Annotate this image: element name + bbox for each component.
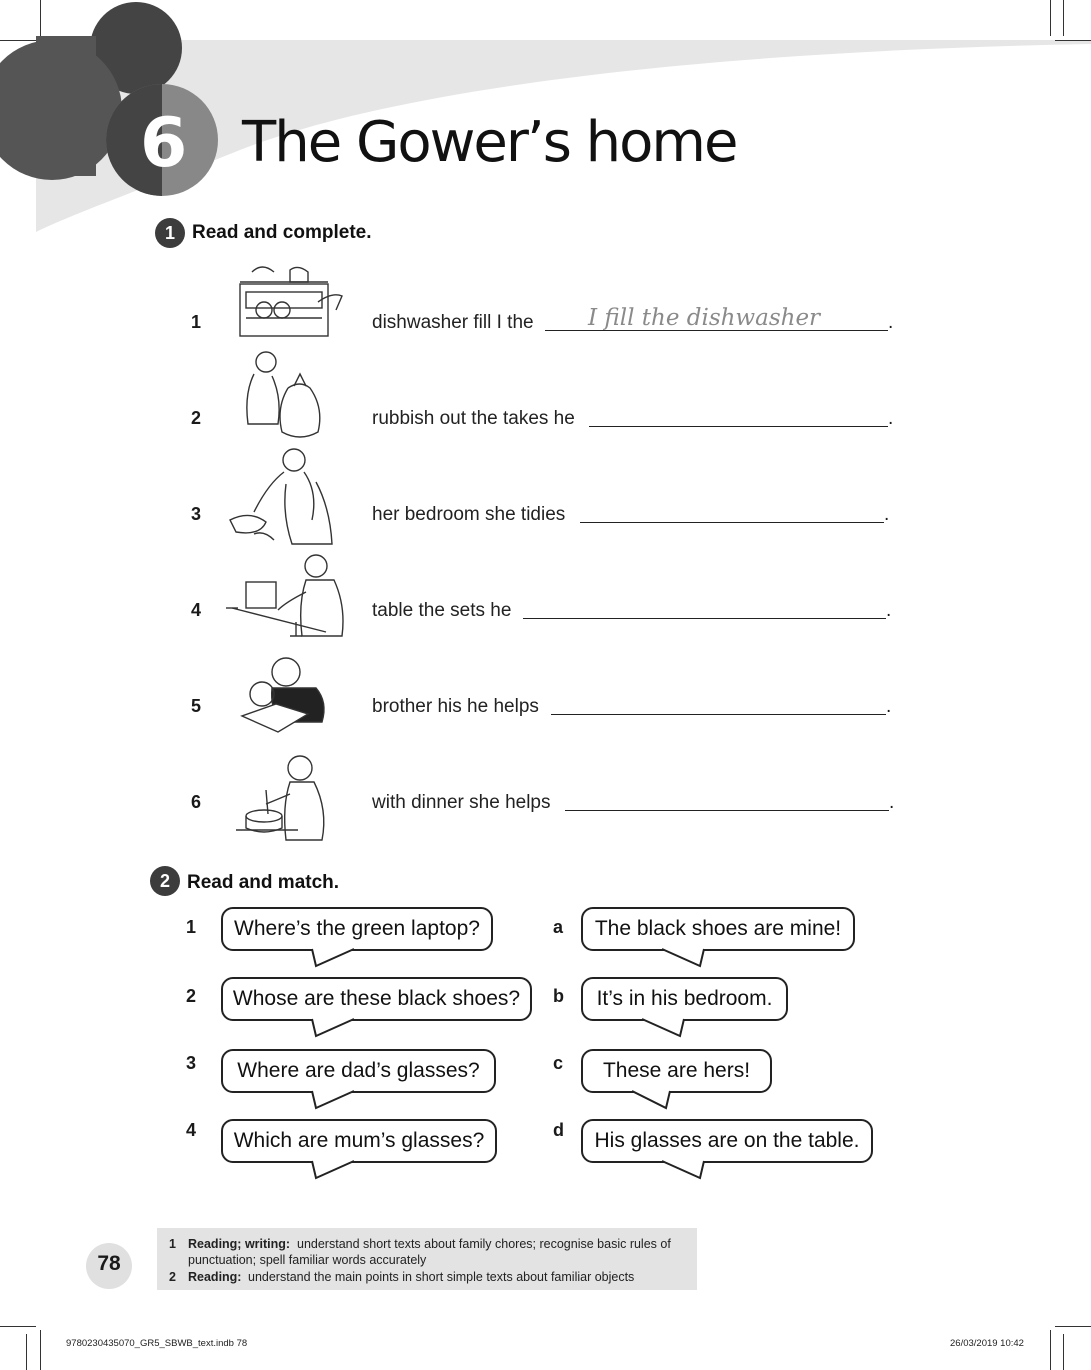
item-number: 1 xyxy=(191,312,202,332)
answer-letter: b xyxy=(553,986,564,1006)
item-prompt: rubbish out the takes he xyxy=(372,408,575,429)
question-number: 1 xyxy=(186,917,197,937)
answer-text: I fill the dishwasher xyxy=(588,305,821,331)
footer-file: 9780230435070_GR5_SBWB_text.indb 78 xyxy=(66,1338,248,1349)
item-number: 3 xyxy=(191,504,202,524)
question-number: 2 xyxy=(186,986,197,1006)
question-bubble[interactable]: Where are dad’s glasses? xyxy=(221,1049,496,1093)
bubble-tail xyxy=(310,1160,360,1180)
item-prompt: brother his he helps xyxy=(372,696,539,717)
item-number: 2 xyxy=(191,408,202,428)
objective-label: Reading: xyxy=(188,1270,242,1284)
answer-line[interactable] xyxy=(523,618,886,619)
question-bubble[interactable]: Whose are these black shoes? xyxy=(221,977,532,1021)
dishwasher-picture xyxy=(222,262,346,340)
unit-number: 6 xyxy=(140,104,188,183)
bubble-tail xyxy=(630,1090,680,1110)
tidying-bedroom-picture xyxy=(226,444,346,548)
bubble-tail xyxy=(640,1018,690,1038)
answer-bubble[interactable]: His glasses are on the table. xyxy=(581,1119,873,1163)
answer-line[interactable] xyxy=(565,810,889,811)
answer-line[interactable] xyxy=(580,522,884,523)
bubble-tail xyxy=(310,1018,360,1038)
bubble-tail xyxy=(660,948,710,968)
question-number: 4 xyxy=(186,1120,197,1140)
objective-text: punctuation; spell familiar words accurately xyxy=(188,1253,427,1267)
item-number: 4 xyxy=(191,600,202,620)
bubble-tail xyxy=(310,1090,360,1110)
question-number: 3 xyxy=(186,1053,197,1073)
page-number: 78 xyxy=(97,1252,121,1275)
section-1-badge: 1 xyxy=(155,218,185,248)
answer-letter: d xyxy=(553,1120,564,1140)
footer-date: 26/03/2019 10:42 xyxy=(950,1338,1024,1349)
answer-letter: a xyxy=(553,917,564,937)
item-number: 5 xyxy=(191,696,202,716)
setting-table-picture xyxy=(226,552,354,650)
answer-bubble[interactable]: The black shoes are mine! xyxy=(581,907,855,951)
objective-text: understand short texts about family chores; recognise basic rules of xyxy=(297,1237,671,1251)
answer-bubble[interactable]: It’s in his bedroom. xyxy=(581,977,788,1021)
item-prompt: her bedroom she tidies xyxy=(372,504,566,525)
answer-line[interactable] xyxy=(551,714,886,715)
question-bubble[interactable]: Where’s the green laptop? xyxy=(221,907,493,951)
section-2-title: Read and match. xyxy=(187,872,340,893)
section-2-badge: 2 xyxy=(150,866,180,896)
item-prompt: dishwasher fill I the xyxy=(372,312,534,333)
rubbish-bag-picture xyxy=(240,348,326,440)
cooking-picture xyxy=(234,750,334,844)
page-title: The Gower’s home xyxy=(242,110,737,175)
question-bubble[interactable]: Which are mum’s glasses? xyxy=(221,1119,497,1163)
answer-bubble[interactable]: These are hers! xyxy=(581,1049,772,1093)
bubble-tail xyxy=(310,948,360,968)
item-prompt: with dinner she helps xyxy=(372,792,551,813)
reading-together-picture xyxy=(238,654,330,738)
objective-text: understand the main points in short simple texts about familiar objects xyxy=(248,1270,635,1284)
answer-letter: c xyxy=(553,1053,564,1073)
section-1-title: Read and complete. xyxy=(192,222,372,243)
item-prompt: table the sets he xyxy=(372,600,512,621)
item-number: 6 xyxy=(191,792,202,812)
answer-line[interactable] xyxy=(589,426,888,427)
objective-label: Reading; writing: xyxy=(188,1237,291,1251)
bubble-tail xyxy=(660,1160,710,1180)
